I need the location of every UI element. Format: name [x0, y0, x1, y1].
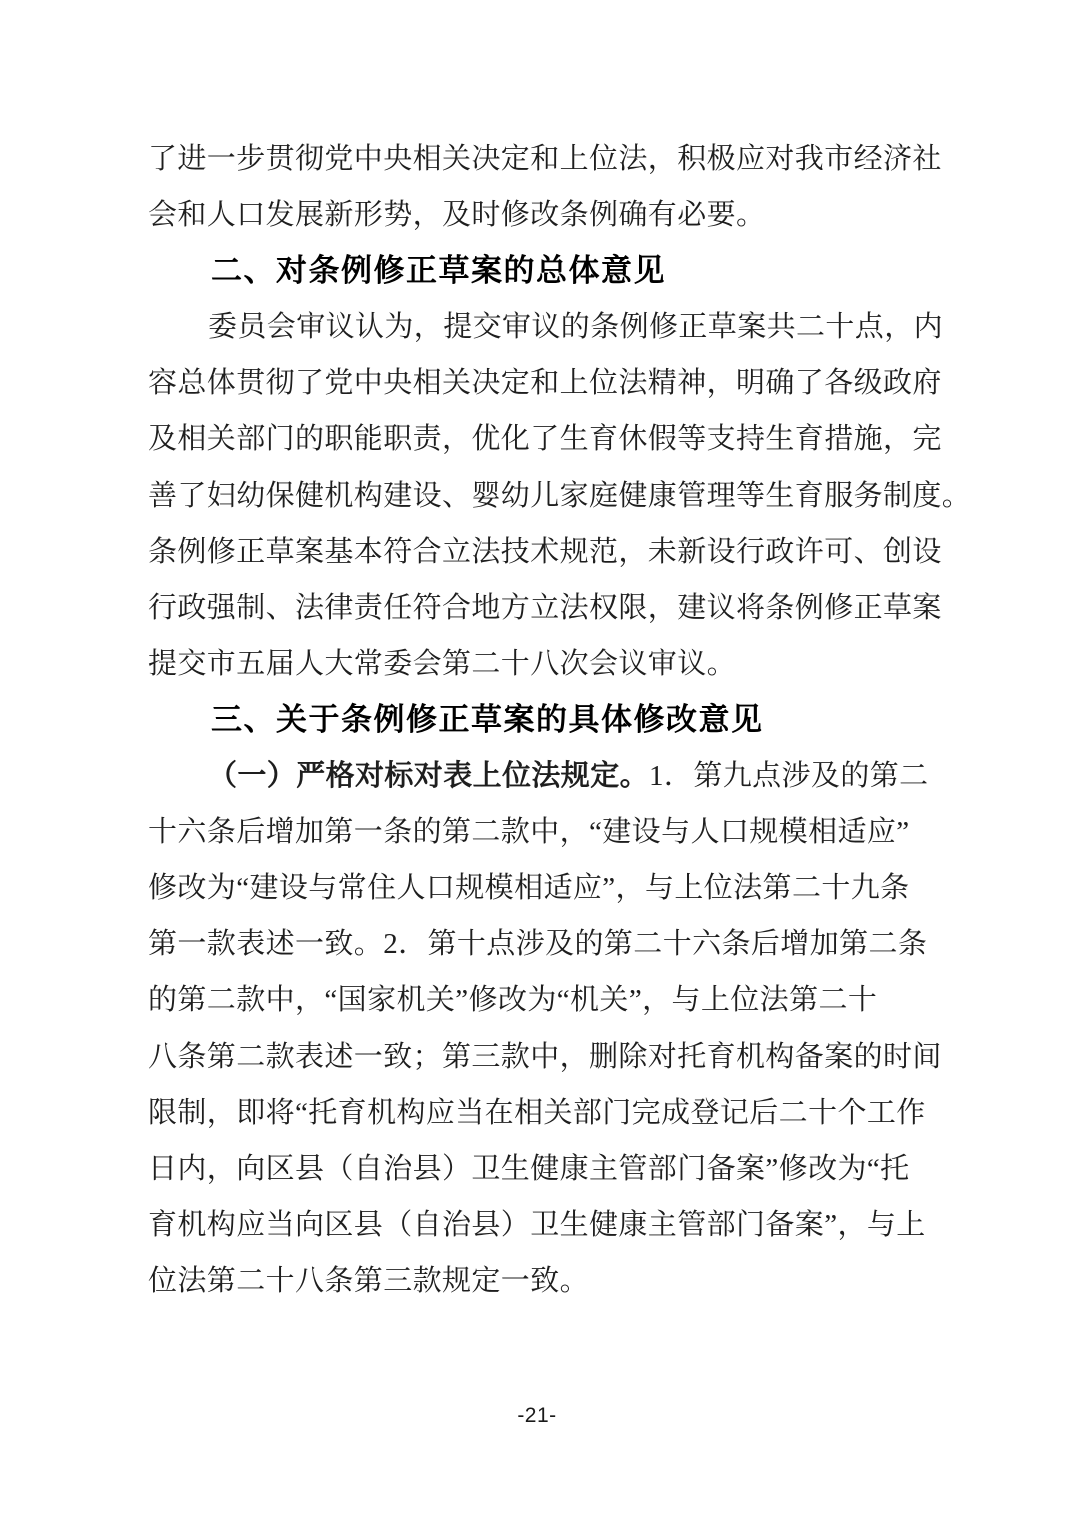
section-2-paragraph-line: 善了妇幼保健机构建设、婴幼儿家庭健康管理等生育服务制度。: [148, 479, 972, 512]
section-3-item-1-line: 的第二款中，“国家机关”修改为“机关”，与上位法第二十: [148, 984, 878, 1017]
section-2-paragraph-line: 及相关部门的职能职责，优化了生育休假等支持生育措施，完: [148, 423, 942, 456]
page-number: -21-: [517, 1404, 557, 1427]
section-3-item-1-first-line: [148, 748, 958, 804]
section-3-item-1-line: 限制，即将“托育机构应当在相关部门完成登记后二十个工作: [148, 1096, 926, 1129]
carryover-paragraph-line: 会和人口发展新形势，及时修改条例确有必要。: [148, 199, 766, 232]
section-2-paragraph-line: 委员会审议认为，提交审议的条例修正草案共二十点，内: [208, 311, 944, 344]
section-3-item-1-line: 育机构应当向区县（自治县）卫生健康主管部门备案”，与上: [148, 1208, 926, 1241]
section-3-heading: 三、关于条例修正草案的具体修改意见: [211, 701, 764, 737]
page-footer: [0, 1404, 1074, 1428]
section-2-paragraph-line: 容总体贯彻了党中央相关决定和上位法精神，明确了各级政府: [148, 367, 942, 400]
section-3-item-1-line: 十六条后增加第一条的第二款中，“建设与人口规模相适应”: [148, 816, 910, 849]
section-3-item-1-lead: （一）严格对标对表上位法规定。: [208, 760, 650, 793]
section-3-item-1-lead-rest: 1．第九点涉及的第二: [649, 760, 929, 793]
section-2-paragraph-line: 提交市五届人大常委会第二十八次会议审议。: [148, 647, 737, 680]
carryover-paragraph-line: 了进一步贯彻党中央相关决定和上位法，积极应对我市经济社: [148, 143, 942, 175]
section-3-item-1-line: 第一款表述一致。2．第十点涉及的第二十六条后增加第二条: [148, 928, 928, 961]
section-2-paragraph-line: 条例修正草案基本符合立法技术规范，未新设行政许可、创设: [148, 535, 942, 568]
section-3-item-1-line: 日内，向区县（自治县）卫生健康主管部门备案”修改为“托: [148, 1152, 910, 1185]
section-3-item-1-line: 修改为“建设与常住人口规模相适应”，与上位法第二十九条: [148, 872, 910, 905]
document-body: [148, 131, 972, 1309]
section-2-heading: 二、对条例修正草案的总体意见: [211, 253, 666, 289]
section-3-item-1-line: 位法第二十八条第三款规定一致。: [148, 1264, 590, 1297]
section-3-item-1-line: 八条第二款表述一致；第三款中，删除对托育机构备案的时间: [148, 1040, 942, 1073]
section-2-paragraph-line: 行政强制、法律责任符合地方立法权限，建议将条例修正草案: [148, 591, 942, 624]
